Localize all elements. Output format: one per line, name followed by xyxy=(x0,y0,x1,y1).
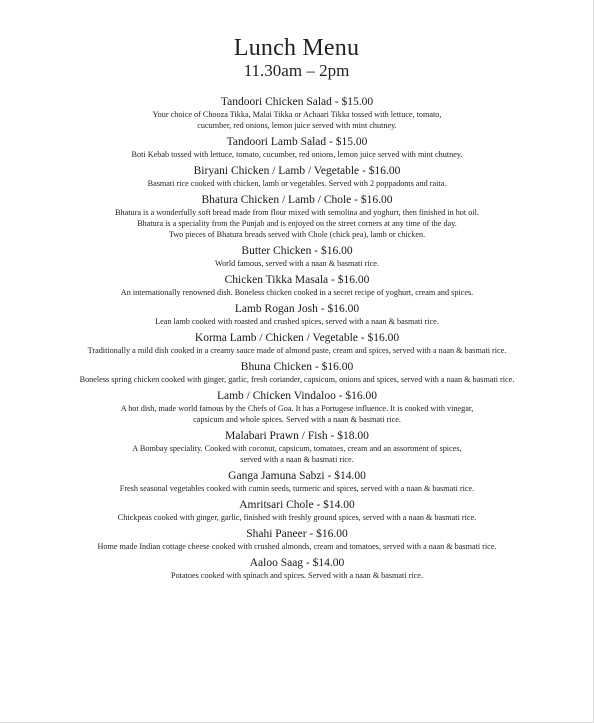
menu-item-description: A hot dish, made world famous by the Chefs of Goa. It has a Portugese influence. It is cooked with vinegar, capsicum and whole spices. Served with a naan & basmati rice. xyxy=(120,404,474,424)
menu-item-name: Biryani Chicken / Lamb / Vegetable - $16.00 xyxy=(193,165,401,177)
menu-item-name: Korma Lamb / Chicken / Vegetable - $16.00 xyxy=(194,332,400,344)
menu-item xyxy=(0,245,594,269)
menu-item xyxy=(0,499,594,523)
menu-item-name: Butter Chicken - $16.00 xyxy=(241,245,353,257)
menu-item xyxy=(0,361,594,385)
menu-item-name: Malabari Prawn / Fish - $18.00 xyxy=(225,430,369,442)
menu-item-name: Tandoori Chicken Salad - $15.00 xyxy=(220,96,374,108)
menu-item xyxy=(0,470,594,494)
menu-item-description: Chickpeas cooked with ginger, garlic, finished with freshly ground spices, served with a naan & basmati rice. xyxy=(117,513,477,522)
menu-item-name: Bhuna Chicken - $16.00 xyxy=(240,361,354,373)
menu-item-description: Boneless spring chicken cooked with ginger, garlic, fresh coriander, capsicum, onions and spices, served with a naan & basmati rice. xyxy=(79,375,515,384)
menu-item-name: Aaloo Saag - $14.00 xyxy=(249,557,345,569)
menu-items xyxy=(0,96,594,581)
menu-item xyxy=(0,557,594,581)
menu-item-description: World famous, served with a naan & basmati rice. xyxy=(215,259,379,268)
menu-item-description: Traditionally a mild dish cooked in a creamy sauce made of almond paste, cream and spices, served with a naan & basmati rice. xyxy=(87,346,507,355)
menu-item-name: Bhatura Chicken / Lamb / Chole - $16.00 xyxy=(201,194,393,206)
menu-item-description: Potatoes cooked with spinach and spices. Served with a naan & basmati rice. xyxy=(171,571,423,580)
menu-item-description: Bhatura is a wonderfully soft bread made from flour mixed with semolina and yoghurt, then finished in hot oil. Bhatura is a speciality from the Punjab and is enjoyed on the street corners at any time of the day. Two pieces of Bhatura breads served with Chole (chick pea), lamb or chicken. xyxy=(115,208,479,239)
menu-item-name: Chicken Tikka Masala - $16.00 xyxy=(224,274,370,286)
menu-item-name: Amritsari Chole - $14.00 xyxy=(239,499,355,511)
menu-item xyxy=(0,96,594,131)
menu-item-name: Lamb / Chicken Vindaloo - $16.00 xyxy=(216,390,378,402)
menu-title: Lunch Menu xyxy=(233,35,360,61)
menu-item-name: Shahi Paneer - $16.00 xyxy=(246,528,348,540)
menu-item xyxy=(0,165,594,189)
menu-item-description: Basmati rice cooked with chicken, lamb or vegetables. Served with 2 poppadoms and raita. xyxy=(147,179,447,188)
menu-item xyxy=(0,136,594,160)
menu-item xyxy=(0,303,594,327)
menu-item-description: Fresh seasonal vegetables cooked with cumin seeds, turmeric and spices, served with a naan & basmati rice. xyxy=(119,484,475,493)
menu-item-description: Lean lamb cooked with roasted and crushed spices, served with a naan & basmati rice. xyxy=(155,317,439,326)
menu-item-description: Boti Kebab tossed with lettuce, tomato, cucumber, red onions, lemon juice served with mint chutney. xyxy=(131,150,463,159)
menu-item-description: An internationally renowned dish. Boneless chicken cooked in a secret recipe of yoghurt, cream and spices. xyxy=(120,288,474,297)
menu-item-name: Ganga Jamuna Sabzi - $14.00 xyxy=(228,470,366,482)
menu-header xyxy=(0,0,593,80)
menu-item-description: Home made Indian cottage cheese cooked with crushed almonds, cream and tomatoes, served with a naan & basmati rice. xyxy=(97,542,497,551)
menu-hours: 11.30am – 2pm xyxy=(243,61,350,80)
menu-item-name: Tandoori Lamb Salad - $15.00 xyxy=(226,136,368,148)
menu-item xyxy=(0,430,594,465)
menu-item xyxy=(0,390,594,425)
menu-item xyxy=(0,274,594,298)
menu-item xyxy=(0,332,594,356)
menu-item-name: Lamb Rogan Josh - $16.00 xyxy=(234,303,360,315)
menu-item-description: A Bombay speciality. Cooked with coconut, capsicum, tomatoes, cream and an assortment of spices, served with a naan & basmati rice. xyxy=(132,444,462,464)
menu-item xyxy=(0,194,594,240)
menu-item xyxy=(0,528,594,552)
menu-item-description: Your choice of Chooza Tikka, Malai Tikka or Achaari Tikka tossed with lettuce, tomato, cucumber, red onions, lemon juice served with mint chutney. xyxy=(152,110,442,130)
